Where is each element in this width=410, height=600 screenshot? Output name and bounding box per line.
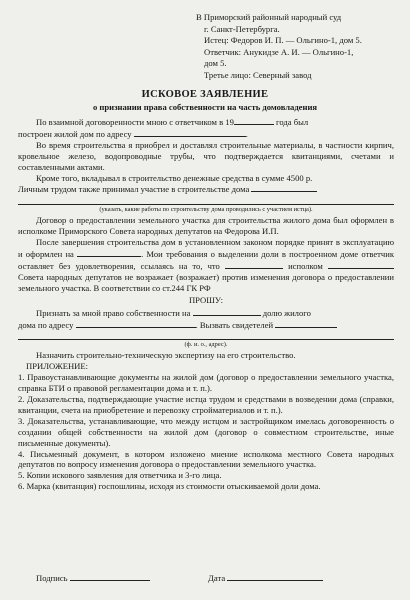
signature-blank: [70, 572, 150, 581]
witness-blank-line: [18, 330, 394, 340]
paragraph-funds: Кроме того, вкладывал в строительство денежные средства в сумме 4500 р. Личным трудом также принимал участие в строительстве дома: [18, 173, 394, 196]
appendix-heading: ПРИЛОЖЕНИЕ:: [26, 361, 89, 372]
witness-blank: [275, 319, 337, 328]
appendix-item: 3. Доказательства, устанавливающие, что между истцом и застройщиком имелась договоренность о создании общей собственности на жилой дом (договор о совместном строительстве, иные письменные документы).: [18, 415, 394, 448]
paragraph-expertise: Назначить строительно-техническую экспертизу на его строительство.: [36, 350, 296, 361]
witness-note: (ф. и. о., адрес).: [184, 341, 228, 349]
defendant-line-2: дом 5.: [204, 58, 227, 69]
address-blank: [134, 128, 246, 137]
appendix-item: 5. Копии искового заявления для ответчика и 3-го лица.: [18, 470, 222, 481]
plaintiff-line: Истец: Федоров И. П. — Ольгино-1, дом 5.: [204, 35, 362, 46]
date-blank: [227, 572, 323, 581]
paragraph-land-contract: Договор о предоставлении земельного участка для строительства жилого дома был оформлен в исполкоме Приморского Совета народных депутатов на Федорова И.П.: [18, 215, 394, 237]
document-subtitle: о признании права собственности на часть домовладения: [92, 102, 318, 112]
appendix-item: 4. Письменный документ, в котором изложено мнение исполкома местного Совета народных депутатов по вопросу изменения договора о предоставлении земельного участка.: [18, 448, 394, 470]
work-blank-line: [18, 195, 394, 205]
executive-blank: [328, 260, 394, 269]
appendix-item: 1. Правоустанавливающие документы на жилой дом (договор о предоставлении земельного участка, справка БТИ о правовой регламентации дома и т. п.).: [18, 372, 394, 394]
third-party-line: Третье лицо: Северный завод: [204, 69, 312, 80]
defendant-line: Ответчик: Анукидзе А. И. — Ольгино-1,: [204, 46, 354, 57]
reason-blank: [225, 260, 283, 269]
appendix-list: [18, 372, 394, 492]
paragraph-completion: После завершения строительства дом в установленном законом порядке принят в эксплуатацию и оформлен на . Мои требования о выделении доли в построенном доме ответчик оставляет без удовлетворения, ссылаясь на то, что исполком Совета народных депутатов не возражает (возражает) против изменения договора о предоставлении земельного участка. В соответствии со ст.244 ГК РФ: [18, 237, 394, 293]
paragraph-agreement: По взаимной договоренности мною с ответчиком в 19 года был построен жилой дом по адресу .: [18, 117, 309, 139]
house-address-blank: [76, 319, 196, 328]
court-name: В Приморский районный народный суд: [196, 12, 342, 22]
date-label: Дата: [208, 573, 226, 583]
year-blank: [234, 116, 274, 125]
owner-blank: [77, 248, 141, 257]
share-blank: [193, 307, 261, 316]
court-city: г. Санкт-Петербурга.: [204, 23, 280, 34]
signature-label: Подпись: [36, 573, 68, 583]
work-note: (указать, какие работы по строительству дома проводились с участием истца).: [99, 206, 313, 214]
addressee-block: [196, 12, 406, 82]
appendix-item: 2. Доказательства, подтверждающие участие истца трудом и средствами в возведении дома (справки, квитанции, счета на приобретение и перевозку стройматериалов и т. п.).: [18, 394, 394, 415]
paragraph-materials: Во время строительства я приобрел и доставлял строительные материалы, в частности кирпич, кровельное железо, водопроводные трубы, что подтверждается квитанциями, счетами и составленными актами.: [18, 139, 394, 172]
signature-field: [36, 572, 150, 583]
request-heading: ПРОШУ:: [188, 294, 224, 305]
document-body: [18, 116, 394, 492]
document-title: ИСКОВОЕ ЗАЯВЛЕНИЕ: [141, 89, 269, 100]
appendix-item: 6. Марка (квитанция) госпошлины, исходя из стоимости отыскиваемой доли дома.: [18, 481, 321, 492]
date-field: [208, 572, 323, 583]
work-blank: [251, 183, 317, 192]
paragraph-request: Признать за мной право собственности на долю жилого дома по адресу . Вызвать свидетелей: [18, 307, 394, 331]
